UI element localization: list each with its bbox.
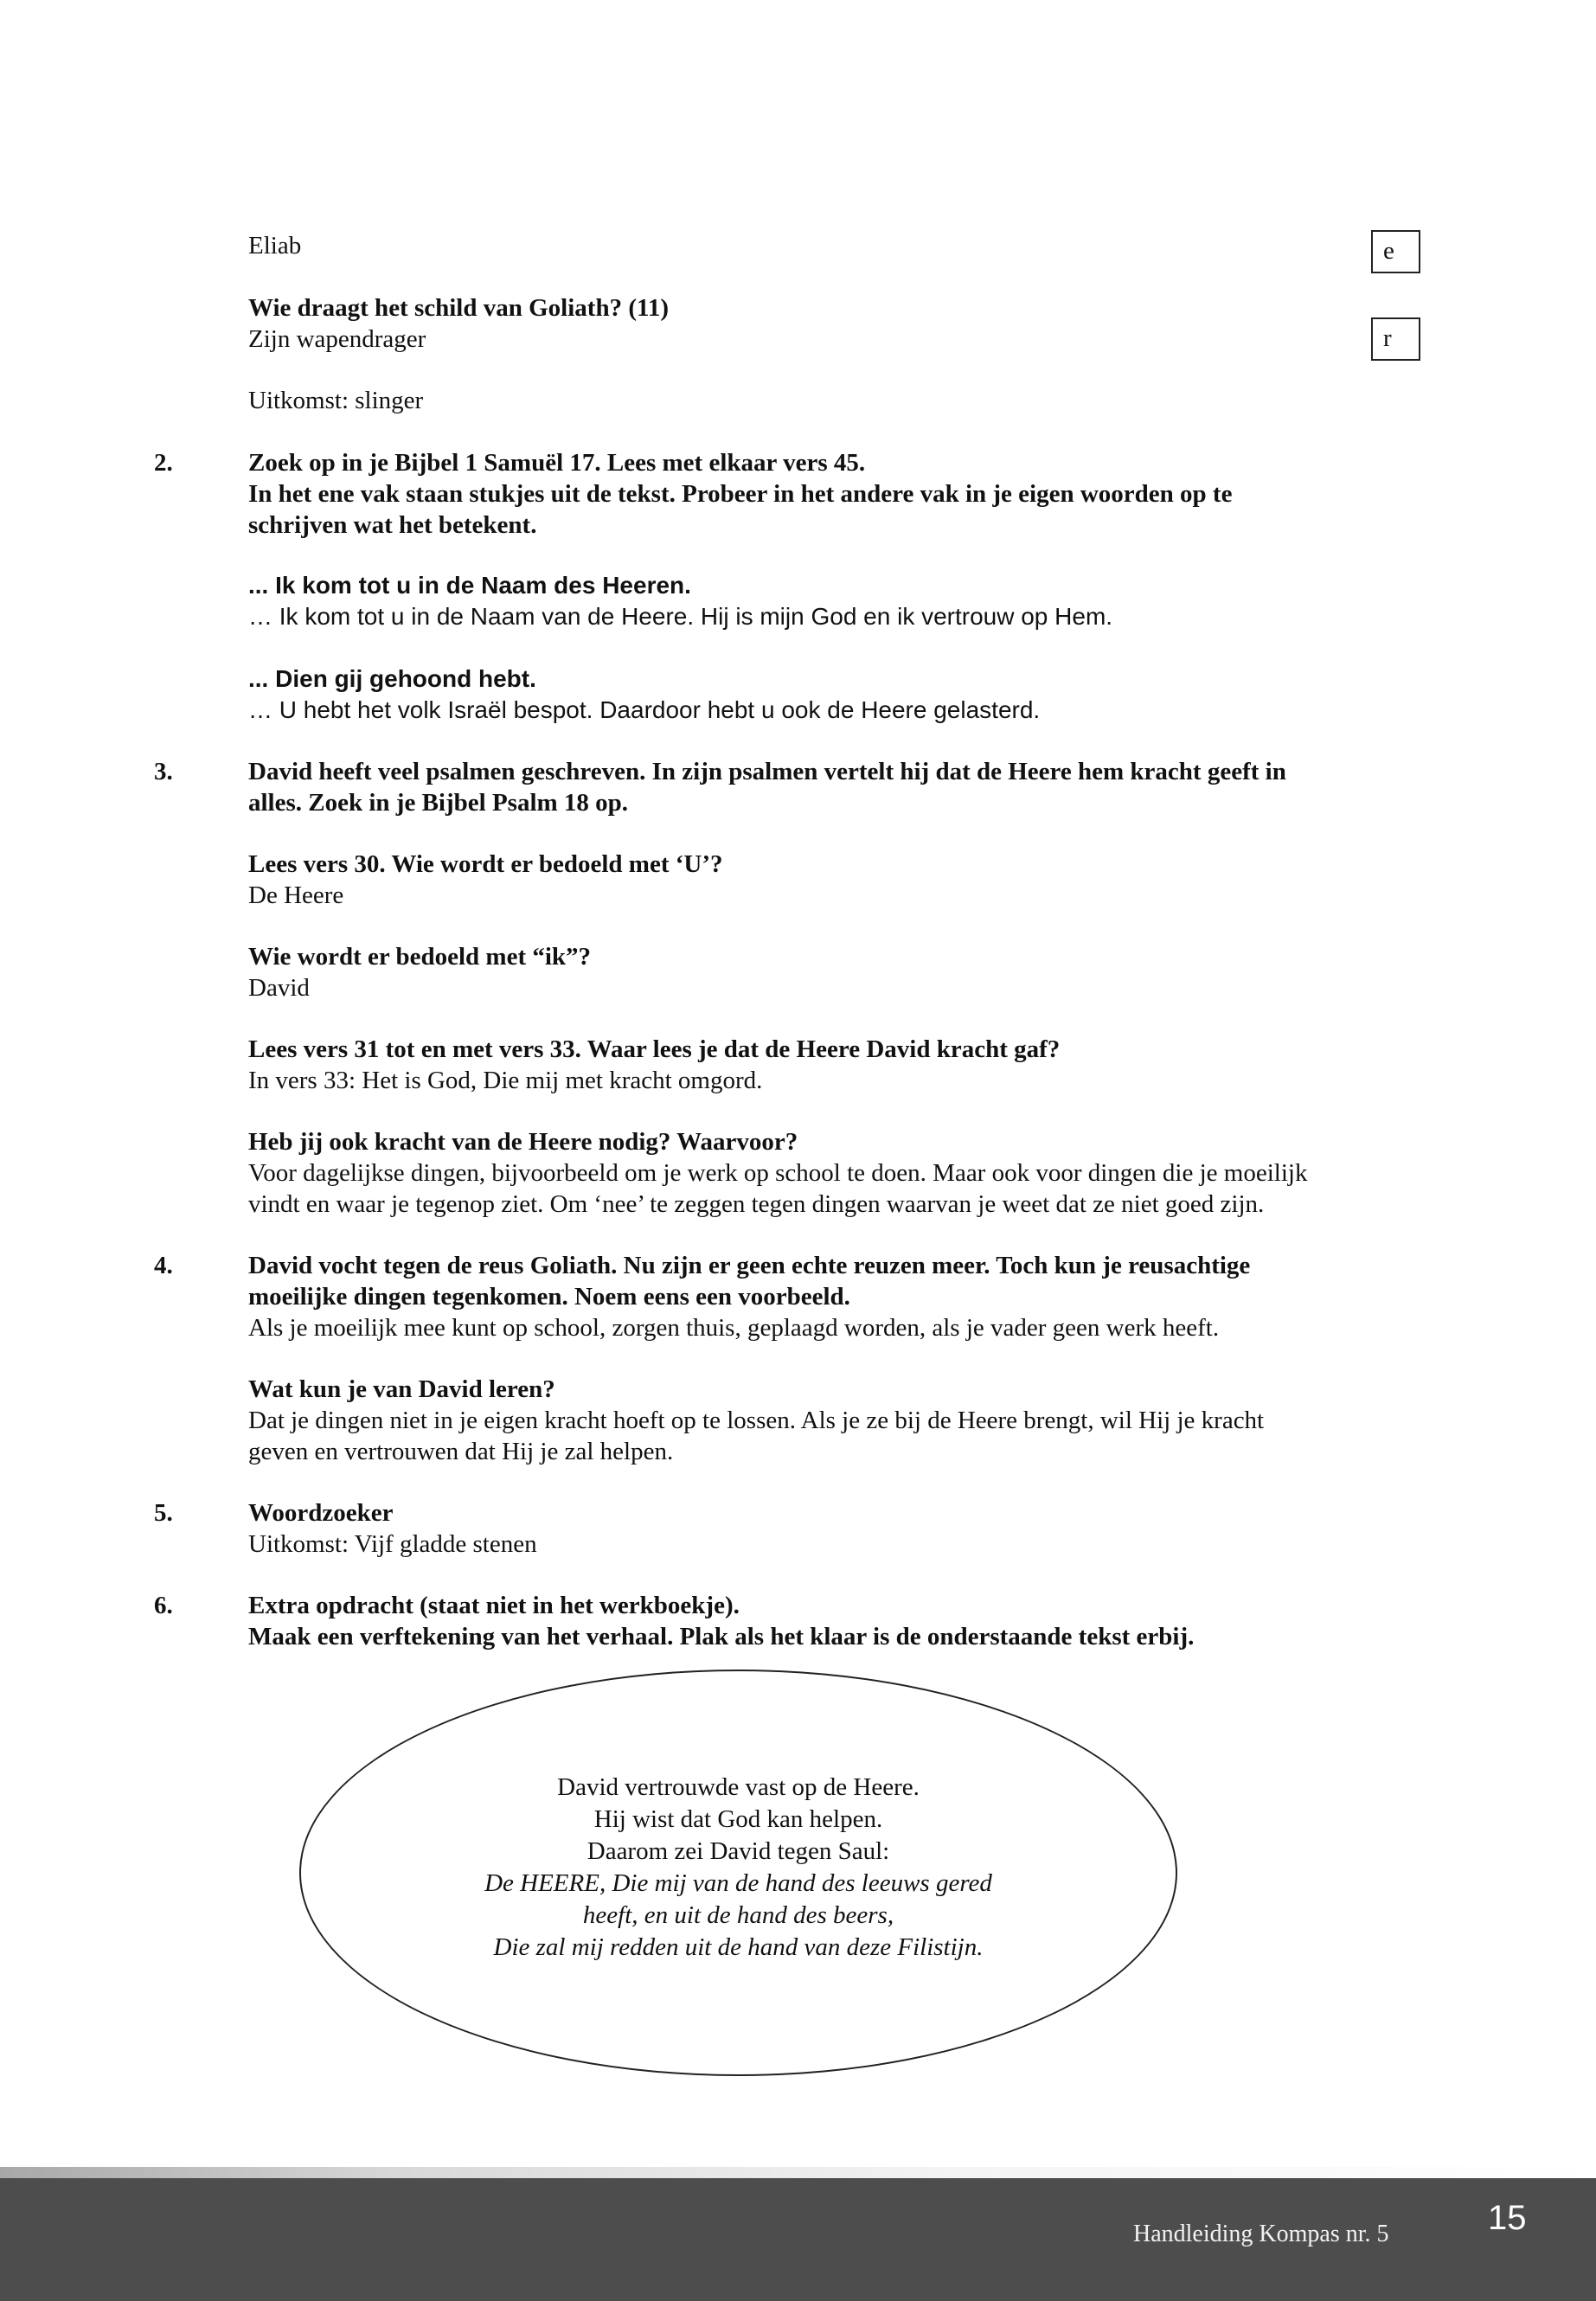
q4-line2: moeilijke dingen tegenkomen. Noem eens een voorbeeld. [248,1283,850,1311]
q3-sub2-answer: David [248,974,310,1002]
q2-para1: … Ik kom tot u in de Naam van de Heere. Hij is mijn God en ik vertrouw op Hem. [248,603,1113,630]
oval-quote-line-2: heeft, en uit de hand des beers, [582,1901,894,1929]
q6-number: 6. [154,1592,173,1619]
q3-sub2-question: Wie wordt er bedoeld met “ik”? [248,943,592,971]
q3-number: 3. [154,758,173,785]
q3-line1: David heeft veel psalmen geschreven. In zijn psalmen vertelt hij dat de Heere hem kracht geeft in [248,758,1286,785]
q3-sub4-question: Heb jij ook kracht van de Heere nodig? Waarvoor? [248,1128,798,1156]
answer-box-r: r [1371,317,1420,361]
q2-line2: In het ene vak staan stukjes uit de tekst. Probeer in het andere vak in je eigen woorden op te [248,480,1233,508]
q2-line1: Zoek op in je Bijbel 1 Samuël 17. Lees met elkaar vers 45. [248,449,866,477]
q4-line1: David vocht tegen de reus Goliath. Nu zijn er geen echte reuzen meer. Toch kun je reusachtige [248,1252,1251,1279]
q2-para2: … U hebt het volk Israël bespot. Daardoor hebt u ook de Heere gelasterd. [248,696,1041,723]
q3-sub1-question: Lees vers 30. Wie wordt er bedoeld met ‘U’? [248,850,723,878]
q2-quote1: ... Ik kom tot u in de Naam des Heeren. [248,572,691,599]
q3-sub3-question: Lees vers 31 tot en met vers 33. Waar lees je dat de Heere David kracht gaf? [248,1035,1061,1063]
oval-line-3: Daarom zei David tegen Saul: [586,1837,890,1865]
answer-box-e: e [1371,230,1420,273]
q3-sub1-answer: De Heere [248,881,344,909]
q5-title: Woordzoeker [248,1499,394,1527]
oval-quote-line-1: De HEERE, Die mij van de hand des leeuws gered [484,1869,992,1897]
q2-quote2: ... Dien gij gehoond hebt. [248,665,536,692]
result-slinger: Uitkomst: slinger [248,387,424,414]
q4-number: 4. [154,1252,173,1279]
oval-quote-line-3: Die zal mij redden uit de hand van deze Filistijn. [493,1933,984,1961]
q4-answer: Als je moeilijk mee kunt op school, zorgen thuis, geplaagd worden, als je vader geen werk heeft. [248,1314,1220,1342]
q3-line2: alles. Zoek in je Bijbel Psalm 18 op. [248,789,629,817]
oval-text-block [299,1772,1177,1964]
answer-eliab: Eliab [248,232,302,260]
q3-sub4-answer-line1: Voor dagelijkse dingen, bijvoorbeeld om je werk op school te doen. Maar ook voor dingen die je moeilijk [248,1159,1308,1187]
q6-line2: Maak een verftekening van het verhaal. Plak als het klaar is de onderstaande tekst erbij. [248,1623,1195,1650]
question-shield-bearer: Wie draagt het schild van Goliath? (11) [248,294,670,322]
q4-sub-answer-line2: geven en vertrouwen dat Hij je zal helpen. [248,1438,674,1465]
q5-result: Uitkomst: Vijf gladde stenen [248,1530,537,1558]
q2-line3: schrijven wat het betekent. [248,511,537,539]
q5-number: 5. [154,1499,173,1527]
q2-number: 2. [154,449,173,477]
q6-line1: Extra opdracht (staat niet in het werkboekje). [248,1592,740,1619]
page-number: 15 [1488,2199,1527,2237]
q4-sub-question: Wat kun je van David leren? [248,1375,555,1403]
oval-line-1: David vertrouwde vast op de Heere. [557,1773,920,1801]
q3-sub4-answer-line2: vindt en waar je tegenop ziet. Om ‘nee’ te zeggen tegen dingen waarvan je weet dat ze niet goed zijn. [248,1190,1265,1218]
q3-sub3-answer: In vers 33: Het is God, Die mij met kracht omgord. [248,1067,763,1094]
footer-title: Handleiding Kompas nr. 5 [1133,2221,1389,2247]
answer-shield-bearer: Zijn wapendrager [248,325,426,353]
q4-sub-answer-line1: Dat je dingen niet in je eigen kracht hoeft op te lossen. Als je ze bij de Heere brengt, wil Hij je kracht [248,1407,1265,1434]
oval-line-2: Hij wist dat God kan helpen. [593,1805,883,1833]
